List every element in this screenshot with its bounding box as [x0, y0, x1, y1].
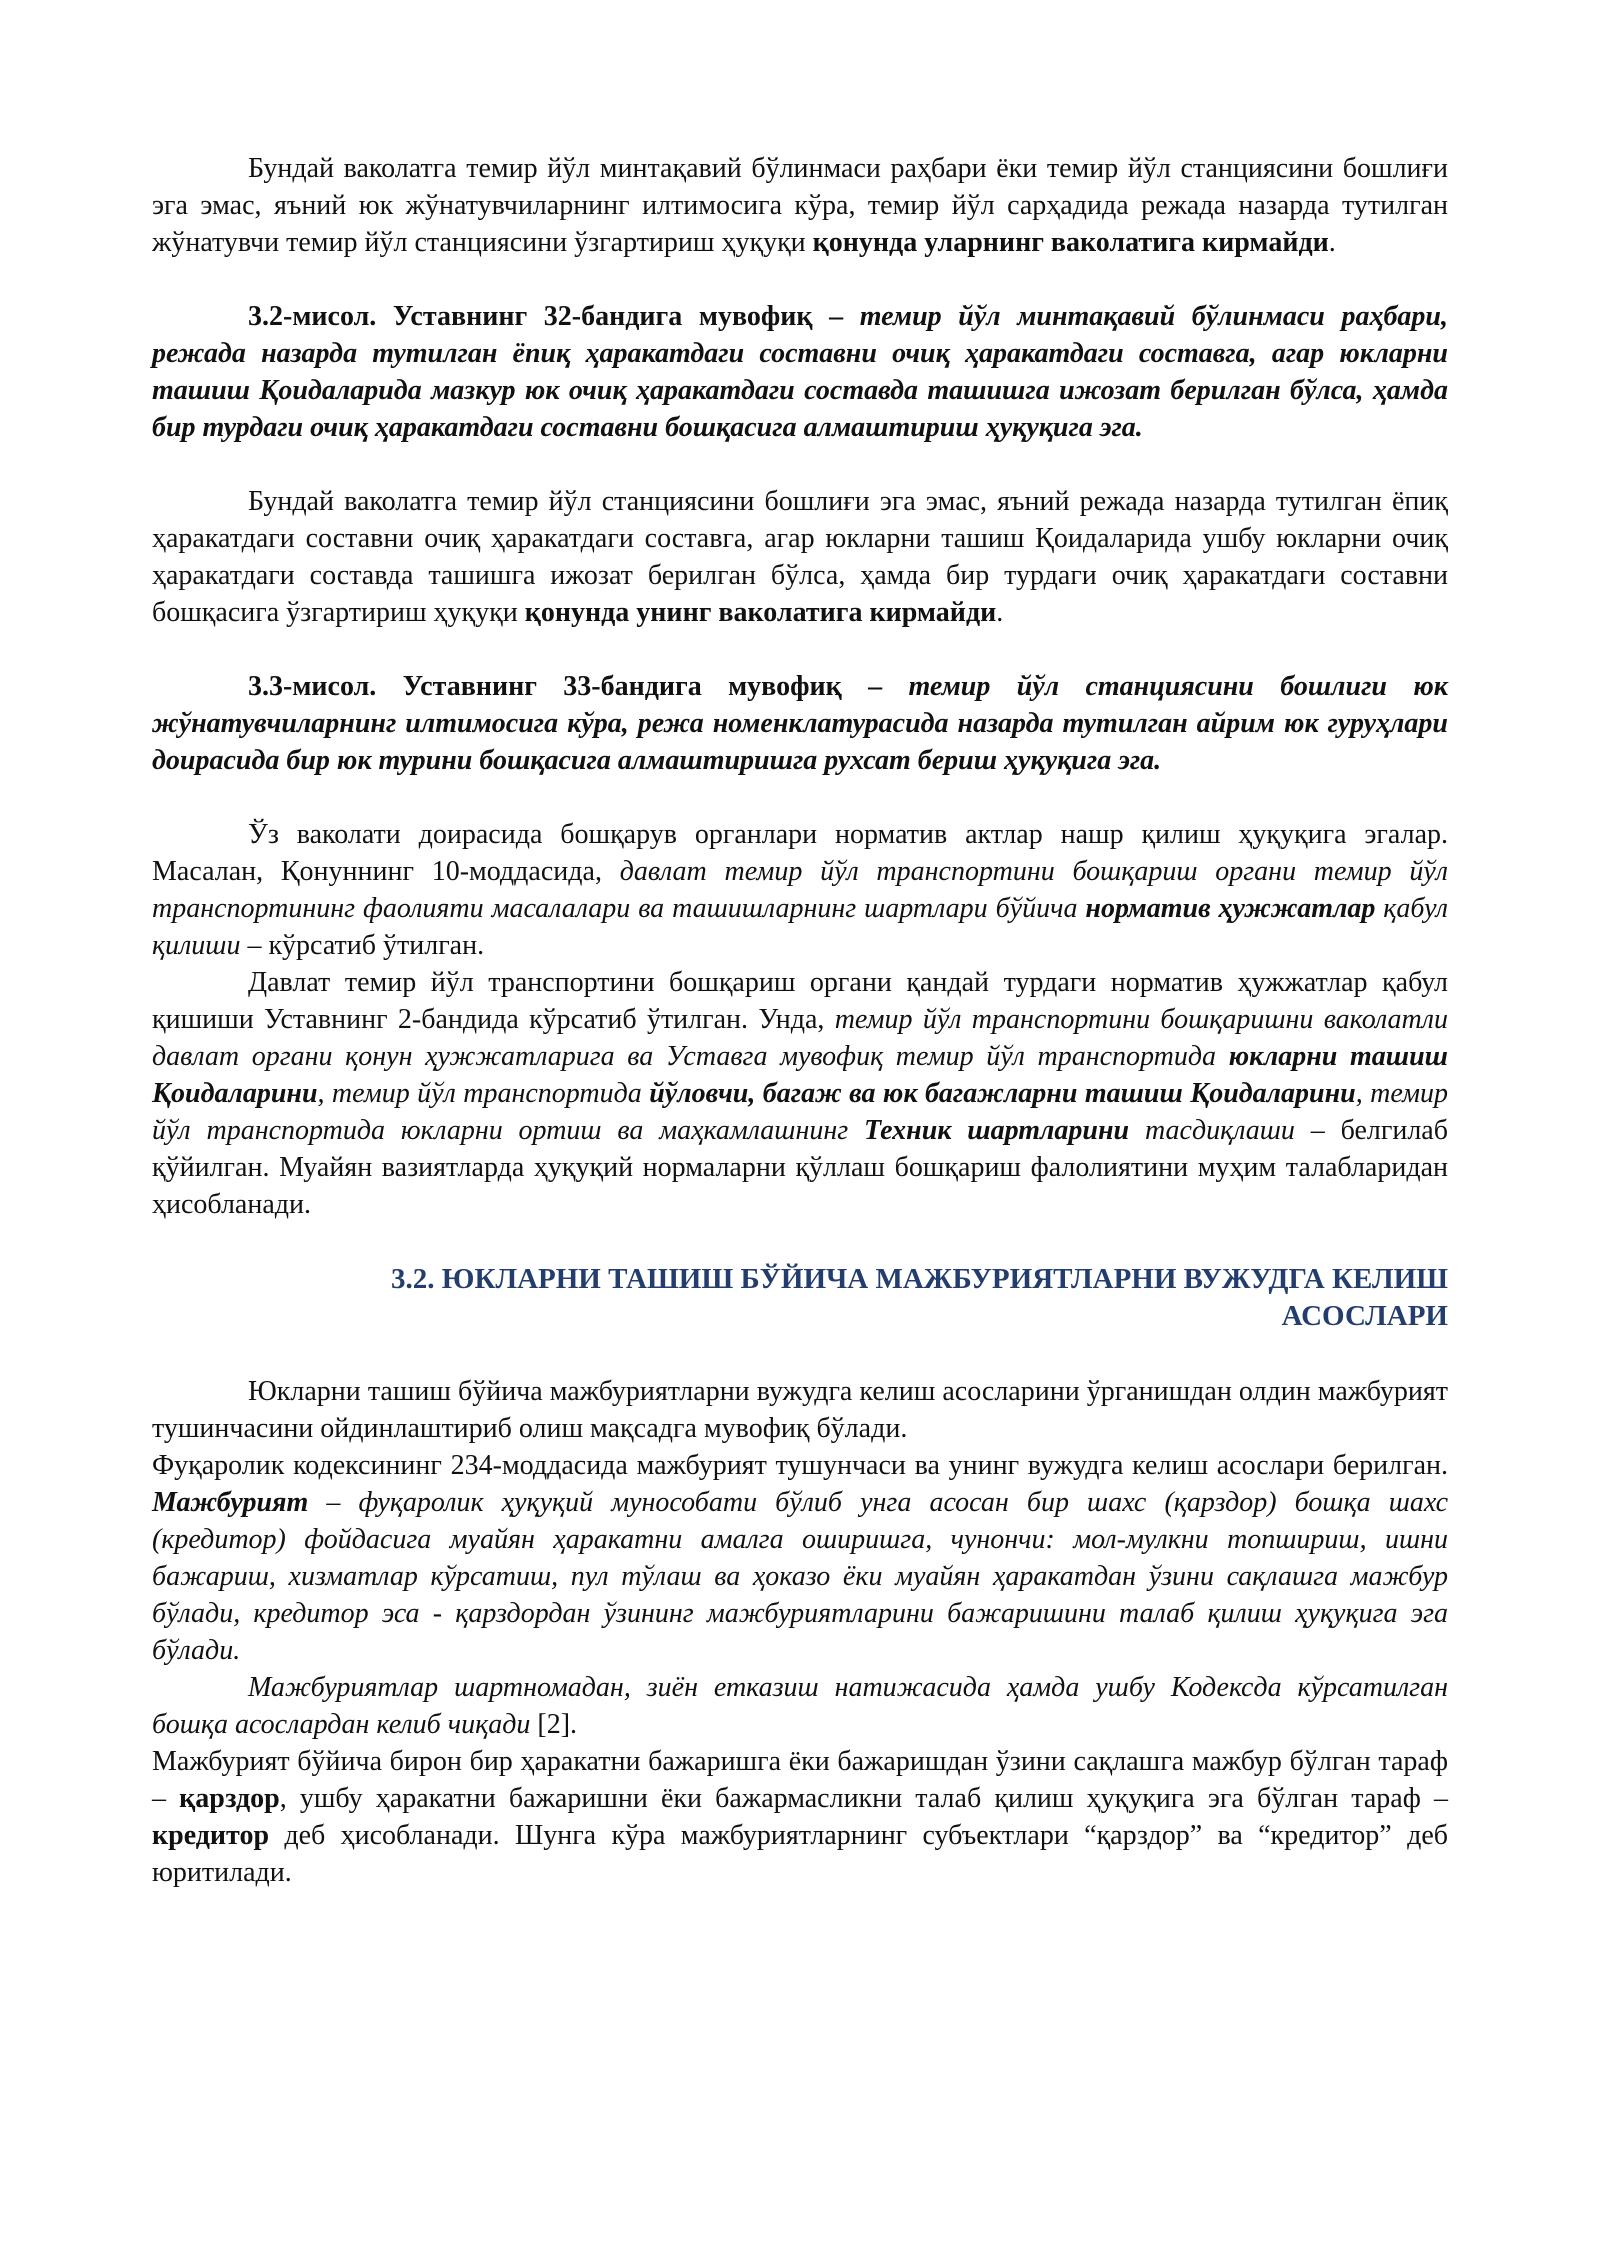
text: Бундай ваколатга темир йўл станциясини бошлиғи эга эмас, яъний режада назарда тутилган ёпиқ ҳаракатдаги составни очиқ ҳаракатдаги составга, агар юкларни ташиш Қоидаларида ушбу юкларни очиқ ҳаракатдаги составда ташишга ижозат берилган бўлса, ҳамда бир турдаги очиқ ҳаракатдаги составни бошқасига ўзгартириш ҳуқуқи [152, 486, 1448, 628]
text: Юкларни ташиш бўйича мажбуриятларни вужудга келиш асосларини ўрганишдан олдин мажбурият тушинчасини ойдинлаштириб олиш мақсадга мувофиқ бўлади. [152, 1376, 1448, 1444]
italic-text: темир йўл транспортини бошқаришни ваколатли давлат органи қонун ҳужжатларига ва Уставга мувофиқ темир йўл транспортида [152, 1004, 1448, 1072]
text: . [996, 597, 1004, 628]
text: Мажбурият бўйича бирон бир ҳаракатни бажаришга ёки бажаришдан ўзини сақлашга мажбур бўлган тараф – [152, 1746, 1448, 1814]
italic-text: , темир йўл транспортида [317, 1078, 650, 1109]
example-3-3 [152, 668, 1448, 779]
example-text: темир йўл минтақавий бўлинмаси раҳбари, режада назарда тутилган ёпиқ ҳаракатдаги составни очиқ ҳаракатдаги составга, агар юкларни ташиш Қоидаларида мазкур юк очиқ ҳаракатдаги составда ташишга ижозат берилган бўлса, ҳамда бир турдаги очиқ ҳаракатдаги составни бошқасига алмаштириш ҳуқуқига эга. [152, 301, 1448, 443]
example-text: темир йўл станциясини бошлиги юк жўнатувчиларнинг илтимосига кўра, режа номенклатурасида назарда тутилган айрим юк гуруҳлари доирасида бир юк турини бошқасига алмаштиришга рухсат бериш ҳуқуқига эга. [152, 671, 1448, 776]
example-label: 3.2-мисол. Уставнинг 32-бандига мувофиқ – [248, 301, 860, 332]
paragraph-1 [152, 150, 1448, 261]
citation: [2]. [530, 1709, 578, 1740]
bold-italic-text: юкларни ташиш Қоидаларини [152, 1041, 1448, 1109]
text: – кўрсатиб ўтилган. [240, 930, 485, 961]
italic-text: тасдиқлаши [1129, 1115, 1295, 1146]
text: Бундай ваколатга темир йўл минтақавий бўлинмаси раҳбари ёки темир йўл станциясини бошлиғи эга эмас, яъний юк жўнатувчиларнинг илтимосига кўра, темир йўл сарҳадида режада назарда тутилган жўнатувчи темир йўл станциясини ўзгартириш ҳуқуқи [152, 153, 1448, 258]
bold-italic-text: йўловчи, багаж ва юк багажларни ташиш Қоидаларини [649, 1078, 1356, 1109]
text: Ўз ваколати доирасида бошқарув органлари норматив актлар нашр қилиш ҳуқуқига эгалар. Масалан, Қонуннинг 10-моддасида, [152, 819, 1448, 887]
italic-text: давлат темир йўл транспортини бошқариш органи темир йўл транспортининг фаолияти масалалари ва ташишларнинг шартлари бўйича [152, 856, 1449, 924]
bold-italic-text: Мажбурият [152, 1487, 309, 1518]
italic-text: , темир йўл транспортида юкларни ортиш ва маҳкамлашнинг [152, 1078, 1448, 1146]
italic-text: қабул қилиши [152, 893, 1449, 961]
paragraph-7 [152, 1373, 1448, 1447]
italic-text: Мажбуриятлар шартномадан, зиён етказиш натижасида ҳамда ушбу Кодексда кўрсатилган бошқа асослардан келиб чиқади [152, 1672, 1448, 1740]
bold-italic-text: Техник шартларини [864, 1115, 1130, 1146]
bold-text: қонунда уларнинг ваколатига кирмайди [812, 227, 1329, 258]
text: – белгилаб қўйилган. Муайян вазиятларда ҳуқуқий нормаларни қўллаш бошқариш фалолиятини муҳим талабларидан ҳисобланади. [152, 1115, 1448, 1220]
text: . [1328, 227, 1336, 258]
paragraph-6 [152, 964, 1448, 1223]
bold-italic-text: норматив ҳужжатлар [1085, 893, 1376, 924]
text: – [308, 1487, 359, 1518]
document-page [152, 150, 1448, 1891]
paragraph-8 [152, 1447, 1448, 1669]
text: Давлат темир йўл транспортини бошқариш органи қандай турдаги норматив ҳужжатлар қабул қишиши Уставнинг 2-бандида кўрсатиб ўтилган. Унда, [152, 967, 1448, 1035]
example-3-2 [152, 298, 1448, 446]
bold-text: кредитор [152, 1820, 270, 1851]
text: Фуқаролик кодексининг 234-моддасида мажбурият тушунчаси ва унинг вужудга келиш асослари берилган. [152, 1450, 1448, 1481]
paragraph-5 [152, 816, 1448, 964]
paragraph-9 [152, 1669, 1448, 1743]
text: , ушбу ҳаракатни бажаришни ёки бажармасликни талаб қилиш ҳуқуқига эга бўлган тараф – [279, 1783, 1449, 1814]
italic-text: фуқаролик ҳуқуқий мунособати бўлиб унга асосан бир шахс (қарздор) бошқа шахс (кредитор) фойдасига муайян ҳаракатни амалга оширишга, чунончи: мол-мулкни топшириш, ишни бажариш, хизматлар кўрсатиш, пул тўлаш ва ҳоказо ёки муайян ҳаракатдан ўзини сақлашга мажбур бўлади, кредитор эса - қарздордан ўзининг мажбуриятларини бажаришини талаб қилиш ҳуқуқига эга бўлади. [152, 1487, 1449, 1666]
bold-text: қонунда унинг ваколатига кирмайди [524, 597, 997, 628]
paragraph-10 [152, 1743, 1448, 1891]
bold-text: қарздор [179, 1783, 280, 1814]
section-heading: 3.2. ЮКЛАРНИ ТАШИШ БЎЙИЧА МАЖБУРИЯТЛАРНИ ВУЖУДГА КЕЛИШ АСОСЛАРИ [391, 1263, 1448, 1332]
text: деб ҳисобланади. Шунга кўра мажбуриятларнинг субъектлари “қарздор” ва “кредитор” деб юритилади. [152, 1820, 1448, 1888]
paragraph-3 [152, 483, 1448, 631]
example-label: 3.3-мисол. Уставнинг 33-бандига мувофиқ – [248, 671, 909, 702]
